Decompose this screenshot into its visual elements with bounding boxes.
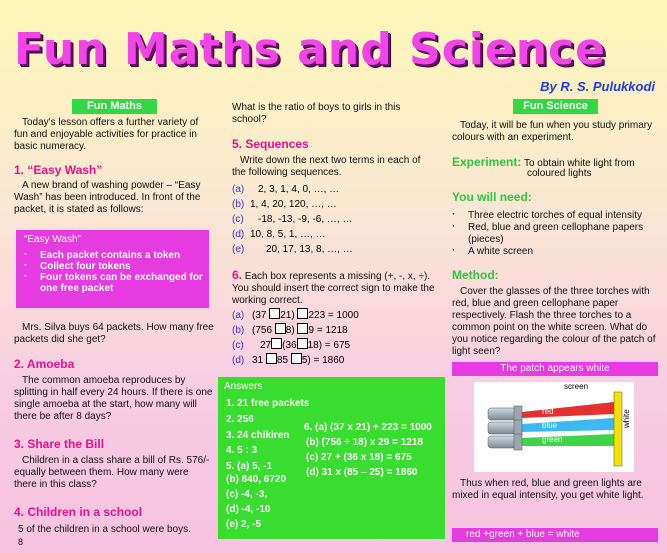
q1-question: Mrs. Silva buys 64 packets. How many free packets did she get? <box>14 322 214 345</box>
sequence-label: (c) <box>232 214 244 225</box>
answer-line: 4. 5 : 3 <box>226 445 258 456</box>
need-heading: You will need: <box>452 190 532 204</box>
operator-box[interactable] <box>297 308 308 319</box>
sequence-value: 2, 3, 1, 4, 0, …, … <box>258 184 340 195</box>
sequence-label: (e) <box>232 244 245 255</box>
list-item: · Three electric torches of equal intensity <box>452 210 662 222</box>
screen-label: screen <box>564 382 589 391</box>
list-item: · A white screen <box>452 246 662 258</box>
q2-heading: 2. Amoeba <box>14 357 75 371</box>
answer-line: 6. (a) (37 x 21) + 223 = 1000 <box>304 422 432 433</box>
fun-science-tag: Fun Science <box>513 99 598 114</box>
list-item: · Red, blue and green cellophane papers (pieces) <box>452 222 662 246</box>
white-screen <box>614 392 622 466</box>
experiment-line-2: coloured lights <box>527 168 592 179</box>
answers-title: Answers <box>224 381 263 392</box>
red-beam <box>522 402 614 418</box>
easy-wash-box-title: “Easy Wash” <box>24 234 81 245</box>
green-label: green <box>542 435 563 444</box>
torch-diagram <box>474 382 634 472</box>
q4-fraction-denominator: 8 <box>18 537 24 547</box>
torch-icon <box>488 406 522 422</box>
equation-label: (b) <box>232 325 245 336</box>
fun-maths-tag: Fun Maths <box>72 99 157 114</box>
q1-text: A new brand of washing powder – “Easy Wash” has been introduced. In front of the packet, it is stated as follows: <box>14 180 201 215</box>
blue-label: blue <box>542 421 558 430</box>
easy-wash-box <box>16 230 209 308</box>
sequence-row <box>232 244 353 255</box>
page-title: Fun Maths and Science <box>14 24 606 75</box>
operator-box[interactable] <box>271 338 282 349</box>
q4-text: 5 of the children in a school were boys. <box>18 524 191 535</box>
conclusion-text: Thus when red, blue and green lights are mixed in equal intensity, you get white light. <box>452 478 644 501</box>
q5-heading: 5. Sequences <box>232 137 309 151</box>
q2-text: The common amoeba reproduces by splitting in half every 24 hours. If there is one single amoeba at the start, how many will there be after 8 days? <box>14 375 213 422</box>
answer-line: (b) 840, 6720 <box>226 474 287 485</box>
answer-line: 3. 24 chikiren <box>226 430 290 441</box>
answer-line: (e) 2, -5 <box>226 519 262 530</box>
operator-box[interactable] <box>275 323 286 334</box>
q5-text: Write down the next two terms in each of the following sequences. <box>232 155 421 178</box>
q4-heading: 4. Children in a school <box>14 505 143 519</box>
q6-text: 6. Each box represents a missing (+, -, x, ÷). You should insert the correct sign to make the working correct. <box>232 268 435 306</box>
operator-box[interactable] <box>291 353 302 364</box>
sequence-value: 1, 4, 20, 120, …, … <box>250 199 337 210</box>
answer-line: (d) -4, -10 <box>226 504 271 515</box>
equation-row: (d) 31 85 5) = 1860 <box>232 355 345 366</box>
operator-box[interactable] <box>297 323 308 334</box>
torch-icon <box>488 434 522 450</box>
q1-heading: 1. “Easy Wash” <box>14 163 103 177</box>
answer-line: 1. 21 free packets <box>226 398 310 409</box>
easy-wash-list <box>24 250 204 294</box>
equation-label: (c) <box>232 340 244 351</box>
equation-row: (c) 27 (36 18) = 675 <box>232 340 351 351</box>
experiment-label: Experiment: <box>452 155 522 169</box>
need-list <box>452 210 662 258</box>
author-byline: By R. S. Pulukkodi <box>540 79 655 94</box>
q6-heading: 6. <box>232 268 243 282</box>
blue-beam <box>522 418 614 432</box>
patch-result: The patch appears white <box>452 362 658 376</box>
answer-line: (b) (756 ÷ 18) x 29 = 1218 <box>306 437 423 448</box>
white-label: white <box>622 409 631 428</box>
science-intro: Today, it will be fun when you study primary colours with an experiment. <box>452 120 653 143</box>
colour-formula: red +green + blue = white <box>452 528 658 542</box>
q4-continued: What is the ratio of boys to girls in this school? <box>232 102 401 125</box>
sequence-row <box>232 199 337 210</box>
answer-line: 2. 256 <box>226 414 254 425</box>
method-heading: Method: <box>452 268 499 282</box>
q3-text: Children in a class share a bill of Rs. 576/- equally between them. How many were there in this class? <box>14 455 210 490</box>
sequence-value: 10, 8, 5, 1, …, … <box>250 229 326 240</box>
sequence-row <box>232 229 326 240</box>
answer-line: (c) -4, -3, <box>226 489 268 500</box>
equation-label: (a) <box>232 310 245 321</box>
list-item: · Each packet contains a token <box>24 250 204 261</box>
answer-line: (d) 31 x (85 – 25) = 1860 <box>306 467 418 478</box>
equation-label: (d) <box>232 355 245 366</box>
torch-icon <box>488 420 522 436</box>
operator-box[interactable] <box>266 353 277 364</box>
q3-heading: 3. Share the Bill <box>14 437 105 451</box>
sequence-row <box>232 184 339 195</box>
operator-box[interactable] <box>297 338 308 349</box>
sequence-value: -18, -13, -9, -6, …, … <box>258 214 353 225</box>
sequence-label: (a) <box>232 184 245 195</box>
answer-line: (c) 27 + (36 x 18) = 675 <box>306 452 412 463</box>
red-label: red <box>542 407 554 416</box>
experiment-line: Experiment: To obtain white light from <box>452 155 635 169</box>
answers-box <box>218 377 445 539</box>
maths-intro: Today's lesson offers a further variety of fun and enjoyable activities for practice in basic numeracy. <box>14 117 199 152</box>
sequence-value: 20, 17, 13, 8, …, … <box>266 244 353 255</box>
answer-line: 5. (a) 5, -1 <box>226 461 273 472</box>
sequence-label: (d) <box>232 229 245 240</box>
equation-row: (a) (37 21) 223 = 1000 <box>232 310 359 321</box>
sequence-row <box>232 214 352 225</box>
sequence-label: (b) <box>232 199 245 210</box>
method-text: Cover the glasses of the three torches with red, blue and green cellophane paper respectively. Flash the three torches to a common point on the white screen. What do you notice regarding the colour of the patch of light seen? <box>452 286 656 357</box>
list-item: · Collect four tokens <box>24 261 204 272</box>
list-item: · Four tokens can be exchanged for one free packet <box>24 272 204 294</box>
equation-row: (b) (756 8) 9 = 1218 <box>232 325 348 336</box>
green-beam <box>522 434 614 446</box>
operator-box[interactable] <box>269 308 280 319</box>
